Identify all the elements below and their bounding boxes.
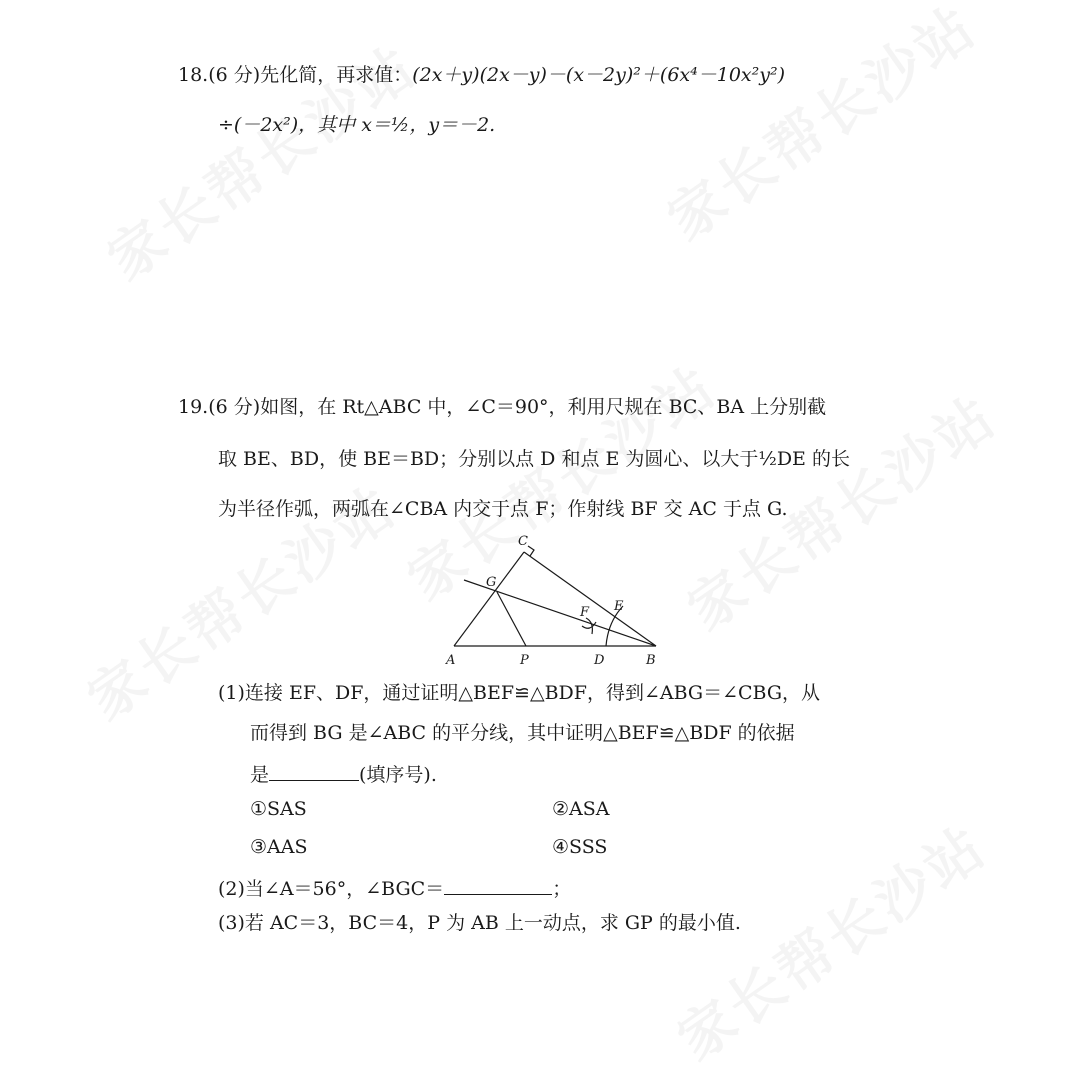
arc-f-2 [586,618,592,634]
geometry-figure [440,530,680,670]
q18-expression: (2x＋y)(2x－y)－(x－2y)²＋(6x⁴－10x²y²) [412,64,786,86]
q19-part1-line1 [218,684,820,703]
option-1: ①SAS [250,798,307,820]
option-4: ④SSS [552,836,608,858]
answer-blank-1[interactable] [269,762,359,781]
q18-line1 [178,66,785,85]
label-d: D [594,653,605,668]
label-c: C [518,534,528,549]
q19-part2-b: ； [552,878,572,900]
q19-stem-3: 为半径作弧，两弧在∠CBA 内交于点 F；作射线 BF 交 AC 于点 G. [218,498,788,520]
q19-part2-a: (2)当∠A＝56°，∠BGC＝ [218,878,445,900]
label-b: B [646,653,656,668]
q19-part2 [218,876,571,899]
q19-number: 19. [178,396,209,418]
q19-part1-1: (1)连接 EF、DF，通过证明△BEF≌△BDF，得到∠ABG＝∠CBG，从 [218,682,821,704]
q19-line3 [218,500,788,519]
answer-blank-2[interactable] [444,876,552,895]
q19-part3-text: (3)若 AC＝3，BC＝4，P 为 AB 上一动点，求 GP 的最小值. [218,912,741,934]
q19-line1 [178,398,826,417]
q18-number: 18. [178,64,209,86]
label-e: E [614,599,624,614]
q19-part1-3a: 是 [250,764,270,786]
option-2: ②ASA [552,798,610,820]
q18-lead: 先化简，再求值： [260,64,413,86]
q19-part1-line2 [250,724,795,743]
q18-score: (6 分) [208,64,261,86]
q19-part1-2: 而得到 BG 是∠ABC 的平分线，其中证明△BEF≌△BDF 的依据 [250,722,795,744]
q19-part3 [218,914,741,933]
watermark [650,0,991,256]
q19-stem-2: 取 BE、BD，使 BE＝BD；分别以点 D 和点 E 为圆心、以大于½DE 的长 [218,448,850,470]
label-p: P [520,653,529,668]
segment-ac [454,552,524,646]
option-3: ③AAS [250,836,308,858]
watermark [660,804,1001,1076]
label-a: A [446,653,456,668]
q19-score: (6 分) [208,396,261,418]
q18-expression-continued: ÷(－2x²)，其中 x＝½，y＝－2. [218,114,496,136]
label-g: G [486,575,497,590]
q19-part1-line3 [250,762,437,785]
q19-stem-1: 如图，在 Rt△ABC 中，∠C＝90°，利用尺规在 BC、BA 上分别截 [260,396,827,418]
q18-line2 [218,116,495,135]
right-angle-mark [528,546,534,556]
segment-cb [524,552,656,646]
q19-line2 [218,450,850,469]
label-f: F [580,605,590,620]
q19-part1-3b: (填序号). [359,764,437,786]
